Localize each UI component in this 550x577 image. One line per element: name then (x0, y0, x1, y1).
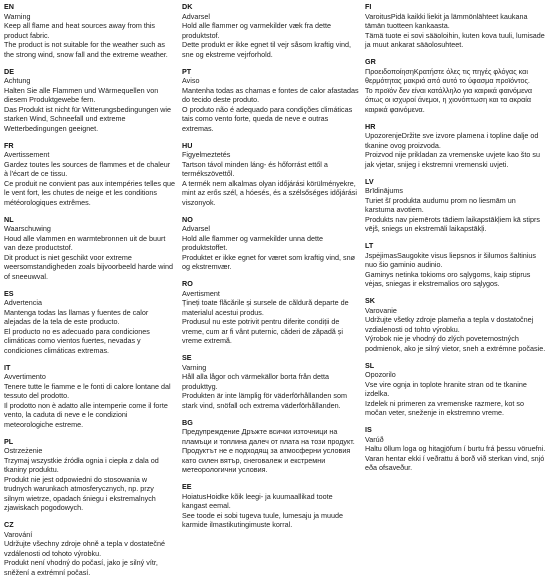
language-code: RO (182, 279, 193, 288)
column-2 (182, 2, 365, 547)
warning-section-lv (365, 177, 546, 234)
warning-text: Ce produit ne convient pas aux intempéries telles que le vent fort, les chutes de neige et les conditions météorologiques extrêmes. (4, 178, 176, 207)
language-code: DK (182, 2, 193, 11)
warning-section-gr (365, 57, 546, 114)
warning-title: Warning (4, 11, 31, 21)
warning-text: VaroitusPidä kaikki liekit ja lämmönlähteet kaukana tämän tuotteen kankaasta. (365, 11, 528, 30)
warning-text: Vse vire ognja in toplote hranite stran od te tkanine izdelka. (365, 379, 527, 398)
warning-text: Mantenga todas las llamas y fuentes de calor alejadas de la tela de este producto. (4, 307, 149, 326)
warning-text: Turiet šī produkta audumu prom no liesmām un karstuma avotiem. (365, 195, 516, 214)
language-code: EN (4, 2, 14, 11)
warning-title: Advertencia (4, 298, 42, 307)
language-code: DE (4, 66, 14, 76)
warning-section-fi (365, 2, 546, 50)
warning-text: Produkts nav piemērots tādiem laikapstākļiem kā stiprs vējš, sniegs un ekstremāli laikapstākļi. (365, 214, 540, 233)
language-code: CZ (4, 520, 14, 529)
warning-text: Il prodotto non è adatto alle intemperie come il forte vento, la caduta di neve e le condizioni meteorologiche estreme. (4, 400, 168, 429)
language-code: PT (182, 66, 192, 76)
language-code: LV (365, 176, 374, 186)
warning-section-hr (365, 122, 546, 170)
warning-text: Tämä tuote ei sovi sääoloihin, kuten kova tuuli, lumisade ja muut ankarat sääolosuhteet. (365, 30, 545, 49)
warning-text: Haltu öllum loga og hitagjöfum í burtu frá þessu vöruefni. (365, 444, 546, 453)
warning-text: Výrobok nie je vhodný do zlých poveternostných podmienok, ako je silný vietor, sneh a extrémne počasie. (365, 334, 546, 353)
warning-title: Figyelmeztetés (182, 150, 231, 159)
warning-text: Produkt není vhodný do počasí, jako je silný vítr, sněžení a extrémní počasí. (4, 558, 158, 577)
warning-text: Gardez toutes les sources de flammes et de chaleur à l'écart de ce tissu. (4, 159, 171, 178)
warning-text: Το προϊόν δεν είναι κατάλληλο για καιρικά φαινόμενα όπως οι ισχυροί άνεμοι, η χιονόπτωση και τα ακραία καιρικά φαινόμενα. (365, 85, 533, 114)
warning-text: Dette produkt er ikke egnet til vejr såsom kraftig vind, sne og ekstreme vejrforhold. (182, 40, 351, 59)
warning-text: Produsul nu este potrivit pentru diferite condiții de vreme, cum ar fi vânt puternic, căderi de zăpadă și vreme extremă. (182, 317, 343, 345)
warning-title: Varúð (365, 434, 384, 444)
warning-text: Hold alle flammer og varmekilder unna dette produktstoffet. (182, 233, 324, 252)
warning-text: Tenere tutte le fiamme e le fonti di calore lontane dal tessuto del prodotto. (4, 381, 171, 400)
language-code: BG (182, 417, 193, 427)
warning-section-pl (4, 437, 176, 513)
warning-text: Halten Sie alle Flammen und Wärmequellen von diesem Produktgewebe fern. (4, 85, 159, 104)
warning-section-dk (182, 2, 359, 59)
warning-title: Varování (4, 529, 33, 539)
warning-text: Das Produkt ist nicht für Witterungsbedingungen wie starken Wind, Schneefall und extreme Wetterbedingungen geeignet. (4, 104, 171, 133)
warning-text: Hold alle flammer og varmekilder væk fra dette produktstof. (182, 21, 331, 40)
warning-text: Țineți toate flăcările și sursele de căldură departe de materialul acestui produs. (182, 298, 349, 317)
language-code: SL (365, 360, 375, 370)
warning-title: Avvertimento (4, 372, 46, 381)
warning-section-ee (182, 482, 359, 530)
warning-title: Aviso (182, 76, 200, 85)
language-code: HR (365, 121, 376, 131)
warning-section-sl (365, 361, 546, 418)
warning-text: UpozorenjeDržite sve izvore plamena i topline dalje od tkanine ovog proizvoda. (365, 131, 539, 150)
warning-section-es (4, 289, 176, 356)
warning-text: Produkt nie jest odpowiedni do stosowania w trudnych warunkach atmosferycznych, np. przy silnym wietrze, opadach śniegu i ekstremalnych zjawiskach pogodowych. (4, 474, 156, 512)
warning-section-sk (365, 296, 546, 353)
language-code: SK (365, 296, 375, 305)
warning-text: Mantenha todas as chamas e fontes de calor afastadas do tecido deste produto. (182, 85, 359, 104)
warning-text: Tartson távol minden láng- és hőforrást ettől a termékszövettől. (182, 159, 328, 178)
warning-section-no (182, 215, 359, 272)
warning-section-de (4, 67, 176, 134)
warning-text: Trzymaj wszystkie źródła ognia i ciepła z dala od tkaniny produktu. (4, 455, 159, 474)
warning-title: Achtung (4, 76, 31, 85)
warning-text: Dit product is niet geschikt voor extreme weersomstandigheden zoals bijvoorbeeld harde wind of sneeuwval. (4, 252, 174, 281)
warning-text: Håll alla lågor och värmekällor borta från detta produkttyg. (182, 372, 330, 391)
language-code: FI (365, 2, 372, 11)
warning-text: The product is not suitable for the weather such as the strong wind, snow fall and the extreme weather. (4, 40, 168, 59)
warning-title: Opozorilo (365, 370, 396, 379)
warning-text: O produto não é adequado para condições climáticas tais como vento forte, queda de neve e outras extremas. (182, 104, 353, 133)
language-code: LT (365, 241, 374, 250)
language-code: HU (182, 140, 193, 150)
warning-text: Предупреждение Дръжте всички източници на пламъци и топлина далеч от плата на този продукт. (182, 427, 355, 446)
warning-text: Varan hentar ekki í veðrattu á borð við sterkan vind, snjó eða ofsaveður. (365, 453, 545, 472)
language-code: GR (365, 57, 376, 66)
warning-title: Advarsel (182, 11, 210, 21)
warning-title: Avertissement (4, 150, 50, 159)
warning-text: Gaminys netinka tokioms oro sąlygoms, kaip stiprus vėjas, sniegas ir ekstremalios oro sąlygos. (365, 269, 531, 288)
warning-section-cz (4, 520, 176, 577)
warning-title: Brīdinājums (365, 186, 403, 195)
warning-section-is (365, 425, 546, 473)
warning-title: Ostrzeżenie (4, 446, 43, 455)
warning-title: Varovanie (365, 305, 397, 315)
warning-text: Izdelek ni primeren za vremenske razmere, kot so močan veter, sneženje in ekstremno vreme. (365, 398, 524, 417)
warning-title: Waarschuwing (4, 224, 51, 233)
warning-text: HoiatusHoidke kõik leegi- ja kuumaallikad toote kangast eemal. (182, 491, 333, 510)
warning-section-ro (182, 279, 359, 346)
warning-text: Houd alle vlammen en warmtebronnen uit de buurt van deze productstof. (4, 233, 166, 252)
warning-section-hu (182, 141, 359, 208)
warning-section-se (182, 353, 359, 410)
column-3 (365, 2, 546, 547)
column-1 (4, 2, 182, 577)
warning-text: El producto no es adecuado para condiciones climáticas como vientos fuertes, nevadas y condiciones climáticas extremas. (4, 326, 150, 355)
warning-text: Proizvod nije prikladan za vremenske uvjete kao što su jak vjetar, snijeg i ekstremni vremenski uvjeti. (365, 150, 540, 169)
language-code: IT (4, 362, 11, 372)
warning-text: Keep all flame and heat sources away from this product fabric. (4, 21, 156, 40)
warning-section-nl (4, 215, 176, 282)
warning-section-pt (182, 67, 359, 134)
language-code: EE (182, 482, 192, 491)
warning-section-bg (182, 418, 359, 475)
warning-text: Udržujte všechny zdroje ohně a tepla v dostatečné vzdálenosti od tohoto výrobku. (4, 539, 166, 558)
warning-text: A termék nem alkalmas olyan időjárási körülményekre, mint az erős szél, a hóesés, és a szélsőséges időjárási viszonyok. (182, 178, 357, 207)
warning-text: ΠροειδοποίησηΚρατήστε όλες τις πηγές φλόγας και θερμότητας μακριά από αυτό το ύφασμα προϊόντος. (365, 66, 530, 85)
language-code: FR (4, 140, 14, 150)
warning-text: Produkten är inte lämplig för väderförhållanden som stark vind, snöfall och extrema väderförhållanden. (182, 391, 348, 410)
warning-title: Avertisment (182, 288, 220, 298)
warning-section-fr (4, 141, 176, 208)
warning-text: JspėjimasSaugokite visus liepsnos ir šilumos šaltinius nuo šio gaminio audinio. (365, 250, 536, 269)
warning-text: Produktet er ikke egnet for været som kraftig vind, snø og ekstremvær. (182, 252, 355, 271)
warning-section-lt (365, 241, 546, 289)
language-code: NO (182, 214, 193, 224)
language-code: PL (4, 436, 14, 446)
warning-section-en (4, 2, 176, 59)
warning-section-it (4, 363, 176, 430)
warning-text: See toode ei sobi tugeva tuule, lumesaju ja muude karmide ilmastikutingimuste korral. (182, 510, 344, 529)
language-code: IS (365, 425, 372, 434)
language-code: SE (182, 353, 192, 362)
warning-text: Продуктът не е подходящ за атмосферни условия като силен вятър, снеговалеж и екстремни метеорологични условия. (182, 446, 351, 474)
warning-title: Varning (182, 362, 207, 372)
language-code: ES (4, 288, 14, 298)
warning-title: Advarsel (182, 224, 210, 233)
language-code: NL (4, 214, 14, 224)
warning-text: Udržujte všetky zdroje plameňa a tepla v dostatočnej vzdialenosti od tohto výrobku. (365, 315, 534, 334)
